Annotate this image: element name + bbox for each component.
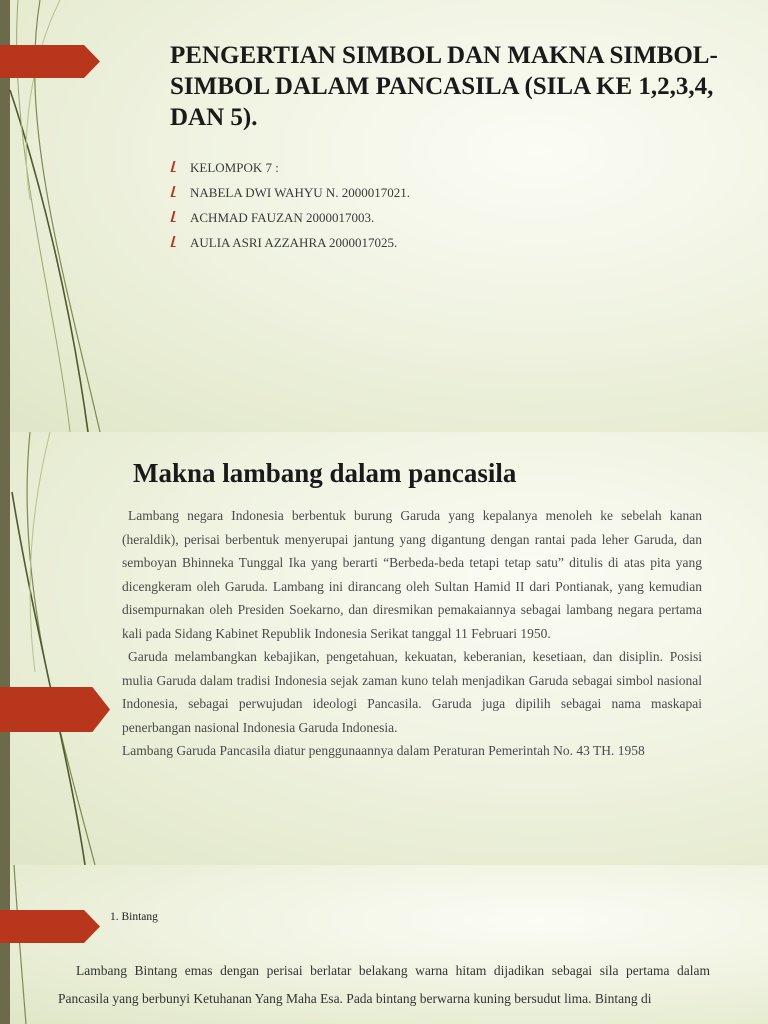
swirl-decoration (0, 432, 130, 865)
slide-title: PENGERTIAN SIMBOL DAN MAKNA SIMBOL-SIMBOL DALAM PANCASILA (SILA KE 1,2,3,4, DAN 5). (170, 42, 718, 131)
bullet-icon (171, 211, 179, 222)
bullet-icon (171, 236, 179, 247)
slide-3 (0, 865, 768, 1024)
slide-1 (0, 0, 768, 432)
accent-arrow (0, 910, 100, 943)
accent-arrow (0, 45, 100, 78)
paragraph: Garuda melambangkan kebajikan, pengetahuan, kekuatan, keberanian, kesetiaan, dan disiplin. Posisi mulia Garuda dalam tradisi Indonesia sejak zaman kuno telah menjadikan Garuda sebagai simbol nasional Indonesia, sebagai perwujudan ideologi Pancasila. Garuda juga dipilih sebagai nama maskapai penerbangan nasional Indonesia Garuda Indonesia. (122, 649, 702, 735)
list-item: AULIA ASRI AZZAHRA 2000017025. (172, 235, 410, 260)
list-item: ACHMAD FAUZAN 2000017003. (172, 210, 410, 235)
list-item: KELOMPOK 7 : (172, 160, 410, 185)
accent-arrow (0, 687, 110, 732)
section-label: 1. Bintang (110, 911, 158, 923)
slide-title: Makna lambang dalam pancasila (133, 458, 517, 488)
bullet-icon (171, 186, 179, 197)
paragraph: Lambang negara Indonesia berbentuk burung Garuda yang kepalanya menoleh ke sebelah kanan (heraldik), perisai berbentuk menyerupai jantung yang digantung dengan rantai pada leher Garuda, dan semboyan Bhinneka Tunggal Ika yang berarti “Berbeda-beda tetapi tetap satu” ditulis di atas pita yang dicengkeram oleh Garuda. Lambang ini dirancang oleh Sultan Hamid II dari Pontianak, yang kemudian disempurnakan oleh Presiden Soekarno, dan diresmikan pemakaiannya sebagai lambang negara pertama kali pada Sidang Kabinet Republik Indonesia Serikat tanggal 11 Februari 1950. (122, 508, 702, 641)
body-text (58, 957, 710, 1013)
bullet-icon (171, 161, 179, 172)
paragraph: Lambang Bintang emas dengan perisai berlatar belakang warna hitam dijadikan sebagai sila pertama dalam Pancasila yang berbunyi Ketuhanan Yang Maha Esa. Pada bintang berwarna kuning bersudut lima. Bintang di (58, 963, 710, 1006)
member-list (172, 160, 410, 260)
body-text (122, 504, 702, 763)
slide-2 (0, 432, 768, 865)
swirl-decoration (0, 865, 60, 1024)
list-item: NABELA DWI WAHYU N. 2000017021. (172, 185, 410, 210)
paragraph: Lambang Garuda Pancasila diatur penggunaannya dalam Peraturan Pemerintah No. 43 TH. 1958 (122, 743, 645, 758)
